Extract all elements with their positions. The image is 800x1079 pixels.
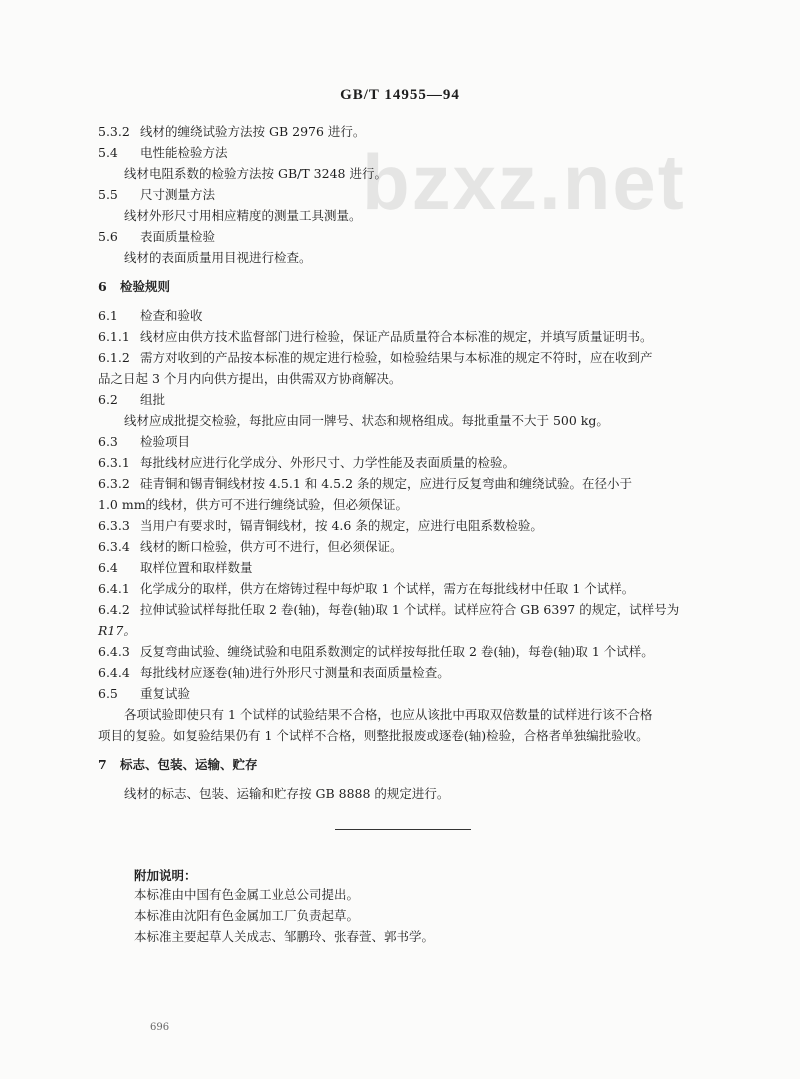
clause-number: 6.3.2 — [98, 476, 130, 491]
clause-number: 6.4.3 — [98, 644, 130, 659]
paragraph-line: 线材电阻系数的检验方法按 GB/T 3248 进行。 — [124, 166, 387, 181]
clause-number: 6.5 — [98, 686, 118, 701]
appendix-item: 本标准主要起草人关成志、邹鹏玲、张春萱、郭书学。 — [134, 929, 435, 944]
paragraph-line: 线材的表面质量用目视进行检查。 — [124, 250, 312, 265]
section-7-heading — [98, 757, 258, 773]
section-title: 检验规则 — [120, 279, 171, 294]
clause-number: 6.1.2 — [98, 350, 130, 365]
clause-text: 拉伸试验试样每批任取 2 卷(轴)，每卷(轴)取 1 个试样。试样应符合 GB 6397 的规定，试样号为 — [140, 602, 680, 617]
clause-6-2 — [98, 392, 165, 408]
clause-number: 5.5 — [98, 187, 118, 202]
clause-5-6 — [98, 229, 215, 245]
paragraph-line: 线材应成批提交检验，每批应由同一牌号、状态和规格组成。每批重量不大于 500 kg。 — [124, 413, 609, 428]
clause-text: 需方对收到的产品按本标准的规定进行检验，如检验结果与本标准的规定不符时，应在收到产 — [140, 350, 653, 365]
paragraph-line: 品之日起 3 个月内向供方提出，由供需双方协商解决。 — [98, 371, 402, 386]
section-number: 7 — [98, 757, 107, 772]
section-number: 6 — [98, 279, 107, 294]
clause-text: 线材的缠绕试验方法按 GB 2976 进行。 — [140, 124, 366, 139]
clause-number: 6.4.1 — [98, 581, 130, 596]
clause-6-1 — [98, 308, 203, 324]
clause-6-1-2 — [98, 350, 653, 366]
paragraph-line: 项目的复验。如复验结果仍有 1 个试样不合格，则整批报废或逐卷(轴)检验，合格者单独编批验收。 — [98, 728, 649, 743]
clause-text: 电性能检验方法 — [140, 145, 228, 160]
paragraph-line: 线材外形尺寸用相应精度的测量工具测量。 — [124, 208, 362, 223]
clause-6-3 — [98, 434, 190, 450]
clause-text: 重复试验 — [140, 686, 191, 701]
clause-6-3-1 — [98, 455, 515, 471]
horizontal-rule — [335, 829, 471, 830]
clause-text: 检验项目 — [140, 434, 191, 449]
clause-text: 每批线材应进行化学成分、外形尺寸、力学性能及表面质量的检验。 — [140, 455, 516, 470]
watermark: bzxz.net — [362, 138, 686, 226]
clause-text: 硅青铜和锡青铜线材按 4.5.1 和 4.5.2 条的规定，应进行反复弯曲和缠绕试验。在径小于 — [140, 476, 633, 491]
clause-number: 5.3.2 — [98, 124, 130, 139]
clause-text: 化学成分的取样，供方在熔铸过程中每炉取 1 个试样，需方在每批线材中任取 1 个试样。 — [140, 581, 635, 596]
clause-text: 取样位置和取样数量 — [140, 560, 253, 575]
clause-5-5 — [98, 187, 215, 203]
appendix-title: 附加说明： — [134, 868, 197, 883]
clause-text: 反复弯曲试验、缠绕试验和电阻系数测定的试样按每批任取 2 卷(轴)，每卷(轴)取 1 个试样。 — [140, 644, 654, 659]
clause-6-4-3 — [98, 644, 654, 660]
clause-text: 尺寸测量方法 — [140, 187, 216, 202]
clause-number: 6.3 — [98, 434, 118, 449]
clause-6-1-1 — [98, 329, 653, 345]
clause-6-4 — [98, 560, 253, 576]
clause-number: 6.4.2 — [98, 602, 130, 617]
clause-6-3-3 — [98, 518, 543, 534]
appendix-item: 本标准由中国有色金属工业总公司提出。 — [134, 887, 360, 902]
paragraph-line: R17。 — [98, 623, 136, 638]
clause-number: 6.4 — [98, 560, 118, 575]
clause-text: 当用户有要求时，镉青铜线材，按 4.6 条的规定，应进行电阻系数检验。 — [140, 518, 543, 533]
clause-6-4-1 — [98, 581, 634, 597]
section-title: 标志、包装、运输、贮存 — [120, 757, 258, 772]
clause-number: 6.3.4 — [98, 539, 130, 554]
clause-number: 6.3.1 — [98, 455, 130, 470]
clause-number: 5.6 — [98, 229, 118, 244]
clause-text: 线材的断口检验，供方可不进行，但必须保证。 — [140, 539, 403, 554]
paragraph-line: 1.0 mm的线材，供方可不进行缠绕试验，但必须保证。 — [98, 497, 409, 512]
page-header: GB/T 14955—94 — [340, 87, 460, 103]
clause-text: 线材应由供方技术监督部门进行检验，保证产品质量符合本标准的规定，并填写质量证明书。 — [140, 329, 653, 344]
paragraph-line: 各项试验即使只有 1 个试样的试验结果不合格，也应从该批中再取双倍数量的试样进行该不合格 — [124, 707, 653, 722]
page-number: 696 — [150, 1022, 170, 1033]
clause-text: 每批线材应逐卷(轴)进行外形尺寸测量和表面质量检查。 — [140, 665, 450, 680]
clause-6-3-2 — [98, 476, 632, 492]
clause-6-3-4 — [98, 539, 403, 555]
clause-text: 检查和验收 — [140, 308, 203, 323]
clause-6-4-4 — [98, 665, 450, 681]
appendix-item: 本标准由沈阳有色金属加工厂负责起草。 — [134, 908, 360, 923]
section-6-heading — [98, 279, 170, 295]
clause-number: 6.3.3 — [98, 518, 130, 533]
clause-number: 6.2 — [98, 392, 118, 407]
paragraph-line: 线材的标志、包装、运输和贮存按 GB 8888 的规定进行。 — [124, 786, 450, 801]
clause-6-4-2 — [98, 602, 679, 618]
clause-number: 6.4.4 — [98, 665, 130, 680]
clause-text: 组批 — [140, 392, 166, 407]
clause-number: 6.1.1 — [98, 329, 130, 344]
clause-text: 表面质量检验 — [140, 229, 216, 244]
clause-5-3-2 — [98, 124, 365, 140]
clause-5-4 — [98, 145, 228, 161]
clause-6-5 — [98, 686, 190, 702]
clause-number: 5.4 — [98, 145, 118, 160]
clause-number: 6.1 — [98, 308, 118, 323]
